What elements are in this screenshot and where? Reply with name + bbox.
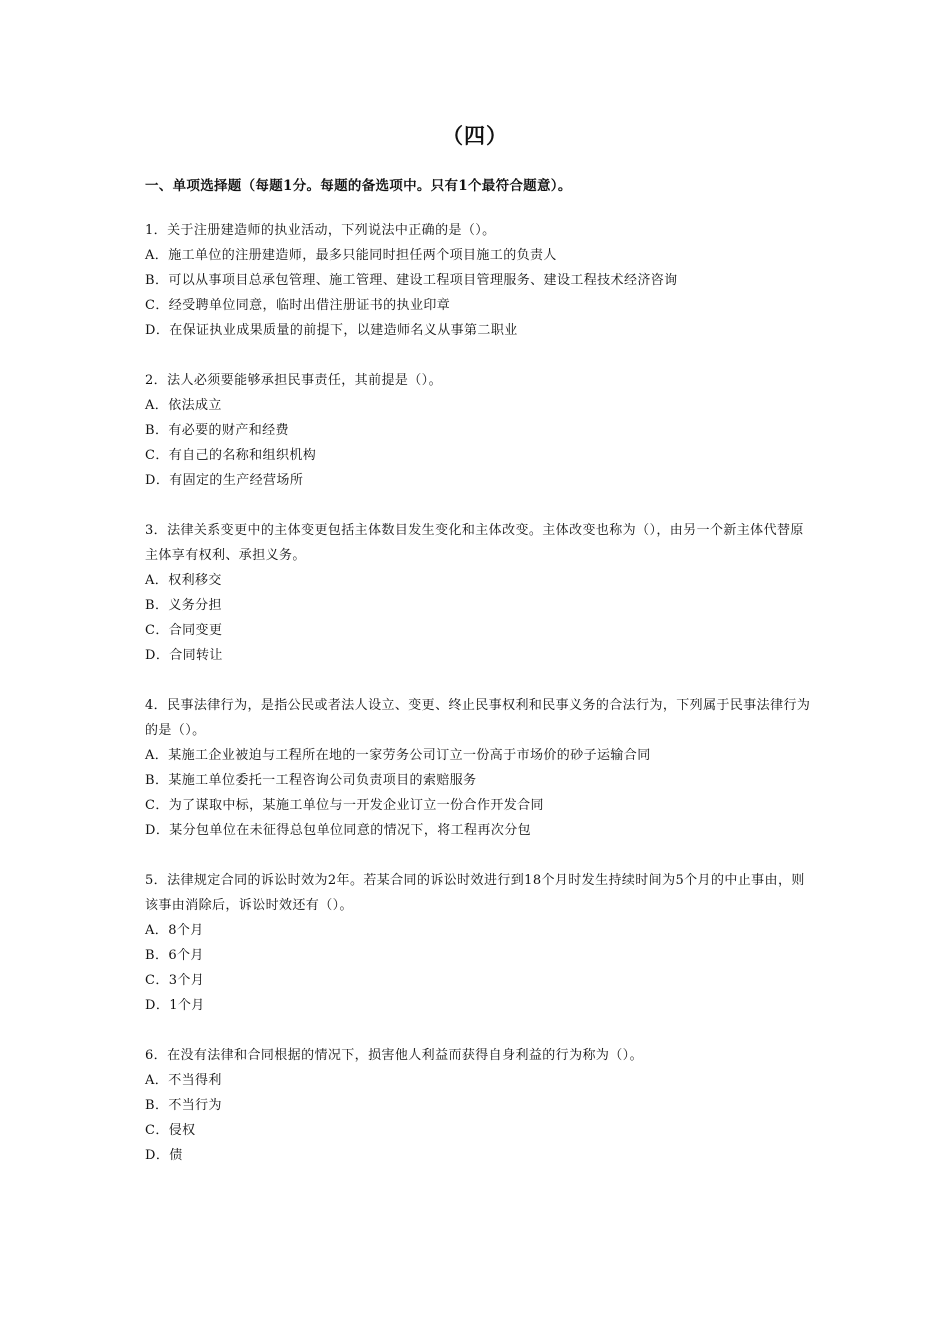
question-stem: 1．关于注册建造师的执业活动，下列说法中正确的是（）。 [145, 223, 496, 238]
question-stem: 2．法人必须要能够承担民事责任，其前提是（）。 [145, 373, 442, 388]
question-6 [145, 1043, 815, 1168]
option-a: A．某施工企业被迫与工程所在地的一家劳务公司订立一份高于市场价的砂子运输合同 [145, 748, 651, 763]
option-c: C．侵权 [145, 1123, 196, 1138]
question-stem: 3．法律关系变更中的主体变更包括主体数目发生变化和主体改变。主体改变也称为（），由另一个新主体代替原主体享有权利、承担义务。 [145, 523, 804, 563]
question-3 [145, 518, 815, 668]
option-a: A．施工单位的注册建造师，最多只能同时担任两个项目施工的负责人 [145, 248, 557, 263]
option-b: B．某施工单位委托一工程咨询公司负责项目的索赔服务 [145, 773, 477, 788]
option-d: D．有固定的生产经营场所 [145, 473, 304, 488]
option-c: C．为了谋取中标，某施工单位与一开发企业订立一份合作开发合同 [145, 798, 544, 813]
option-d: D．在保证执业成果质量的前提下，以建造师名义从事第二职业 [145, 323, 518, 338]
question-stem: 5．法律规定合同的诉讼时效为2年。若某合同的诉讼时效进行到18个月时发生持续时间为5个月的中止事由，则该事由消除后，诉讼时效还有（）。 [145, 873, 805, 913]
section-heading: 一、单项选择题（每题1分。每题的备选项中。只有1个最符合题意）。 [145, 178, 572, 194]
option-c: C．3个月 [145, 973, 205, 988]
question-4 [145, 693, 815, 843]
question-1 [145, 218, 815, 343]
question-2 [145, 368, 815, 493]
option-d: D．债 [145, 1148, 183, 1163]
option-c: C．有自己的名称和组织机构 [145, 448, 317, 463]
option-d: D．某分包单位在未征得总包单位同意的情况下，将工程再次分包 [145, 823, 532, 838]
option-c: C．经受聘单位同意，临时出借注册证书的执业印章 [145, 298, 451, 313]
option-b: B．不当行为 [145, 1098, 222, 1113]
question-5 [145, 868, 815, 1018]
question-stem: 4．民事法律行为，是指公民或者法人设立、变更、终止民事权利和民事义务的合法行为，下列属于民事法律行为的是（）。 [145, 698, 811, 738]
option-b: B．义务分担 [145, 598, 222, 613]
option-c: C．合同变更 [145, 623, 223, 638]
option-b: B．6个月 [145, 948, 204, 963]
question-list [145, 218, 815, 1193]
option-a: A．不当得利 [145, 1073, 222, 1088]
option-a: A．8个月 [145, 923, 204, 938]
option-a: A．依法成立 [145, 398, 222, 413]
option-d: D．1个月 [145, 998, 205, 1013]
option-b: B．可以从事项目总承包管理、施工管理、建设工程项目管理服务、建设工程技术经济咨询 [145, 273, 678, 288]
question-stem: 6．在没有法律和合同根据的情况下，损害他人利益而获得自身利益的行为称为（）。 [145, 1048, 643, 1063]
option-d: D．合同转让 [145, 648, 223, 663]
option-a: A．权利移交 [145, 573, 222, 588]
option-b: B．有必要的财产和经费 [145, 423, 289, 438]
page-title: （四） [442, 123, 508, 148]
